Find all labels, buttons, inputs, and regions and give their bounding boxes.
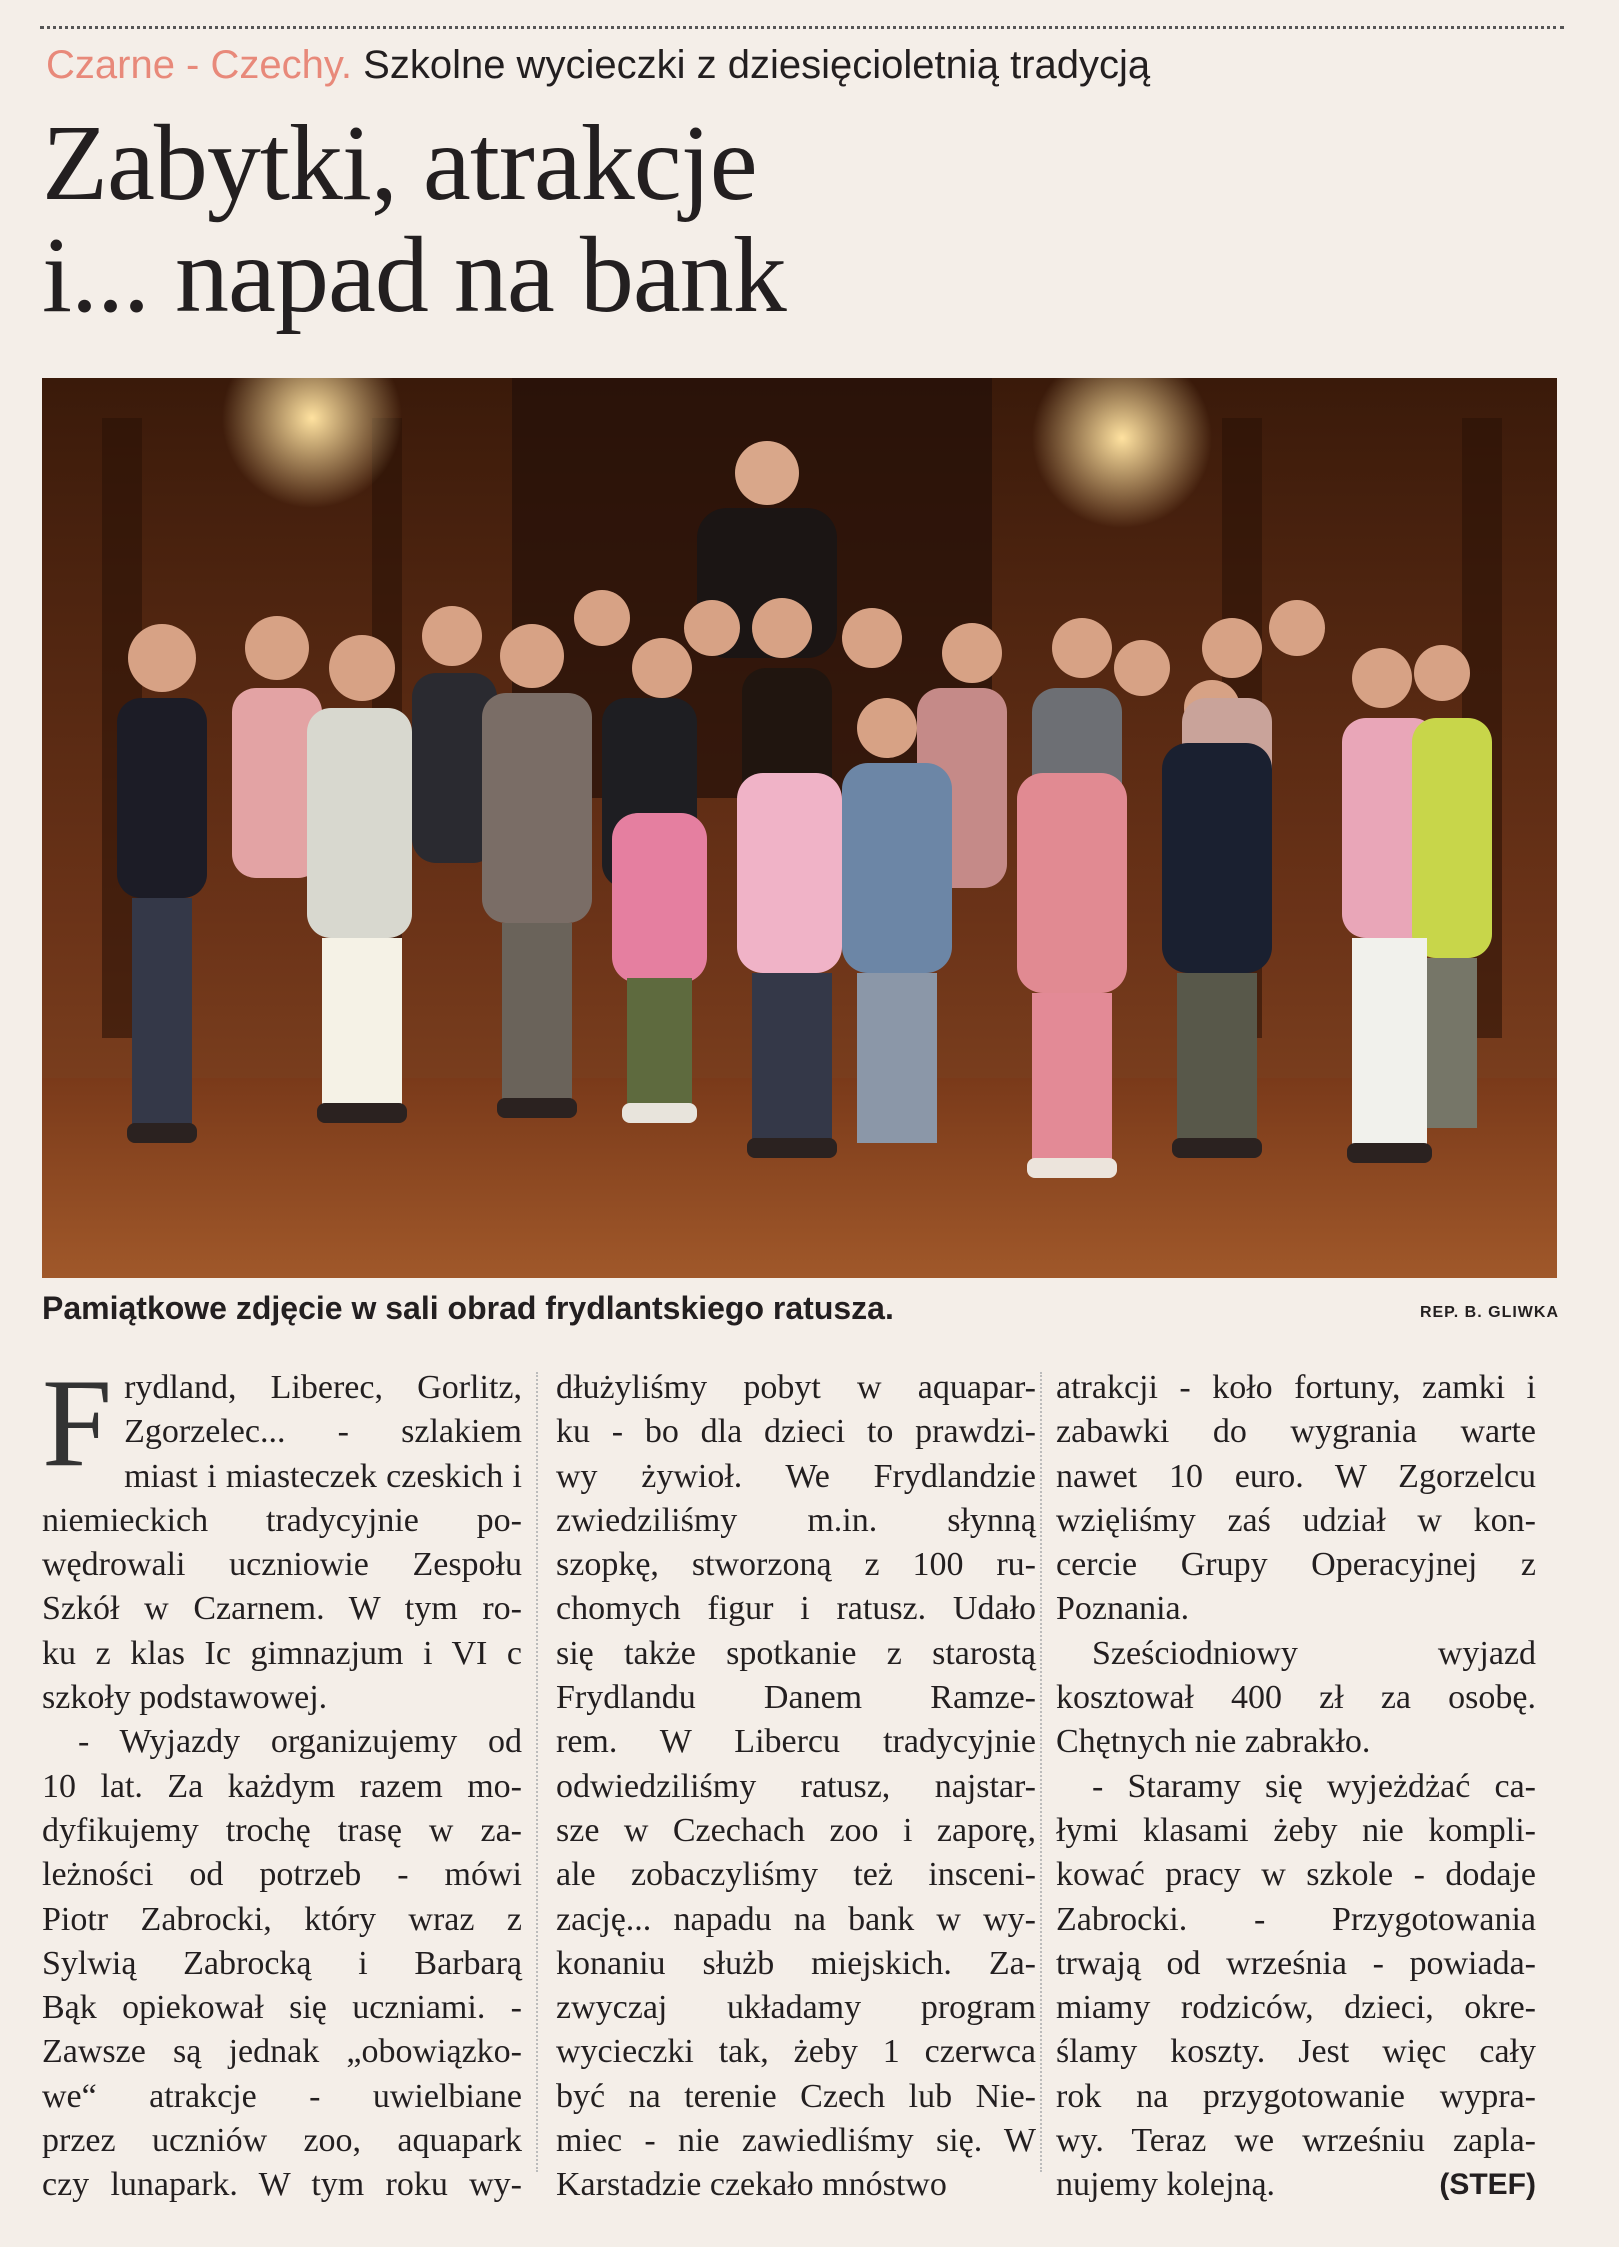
article-line: miast i miasteczek czeskich i bbox=[124, 1457, 522, 1495]
article-line: zwyczaj układamy program bbox=[556, 1989, 1036, 2027]
article-line: rydland, Liberec, Gorlitz, bbox=[124, 1369, 522, 1406]
article-line: wzięliśmy zaś udział w kon- bbox=[1056, 1501, 1536, 1539]
article-line: - Staramy się wyjeżdżać ca- bbox=[1092, 1767, 1536, 1805]
article-column-2 bbox=[556, 1366, 1036, 2208]
article-line: Piotr Zabrocki, który wraz z bbox=[42, 1900, 522, 1938]
article-line: zwiedziliśmy m.in. słynną bbox=[556, 1501, 1036, 1539]
article-line: Frydlandu Danem Ramze- bbox=[556, 1679, 1036, 1717]
article-line: Chętnych nie zabrakło. bbox=[1056, 1723, 1371, 1761]
kicker-place: Czarne - Czechy. bbox=[46, 43, 353, 87]
article-line: Zabrocki. - Przygotowania bbox=[1056, 1900, 1536, 1938]
article-line: rok na przygotowanie wypra- bbox=[1056, 2077, 1536, 2115]
article-line: dyfikujemy trochę trasę w za- bbox=[42, 1811, 522, 1849]
article-line: wy. Teraz we wrześniu zapla- bbox=[1056, 2122, 1536, 2160]
article-line: rem. W Libercu tradycyjnie bbox=[556, 1723, 1036, 1761]
column-divider bbox=[1040, 1372, 1042, 2172]
author-signoff: (STEF) bbox=[1439, 2168, 1536, 2202]
photo-caption: Pamiątkowe zdjęcie w sali obrad frydlantskiego ratusza. bbox=[42, 1290, 894, 1326]
article-final-line bbox=[1056, 2163, 1536, 2207]
article-line: konaniu służb miejskich. Za- bbox=[556, 1944, 1036, 1982]
article-line: ku z klas Ic gimnazjum i VI c bbox=[42, 1634, 522, 1672]
article-line: leżności od potrzeb - mówi bbox=[42, 1856, 522, 1894]
article-line: Karstadzie czekało mnóstwo bbox=[556, 2166, 947, 2204]
top-dotted-rule bbox=[40, 26, 1564, 29]
kicker-subtitle: Szkolne wycieczki z dziesięcioletnią tradycją bbox=[363, 43, 1151, 87]
article-line: się także spotkanie z starostą bbox=[556, 1634, 1036, 1672]
headline-line-1: Zabytki, atrakcje bbox=[42, 104, 757, 223]
article-line: we“ atrakcje - uwielbiane bbox=[42, 2077, 522, 2115]
article-line: trwają od września - powiada- bbox=[1056, 1944, 1536, 1982]
headline bbox=[42, 104, 1142, 335]
article-line: wy żywioł. We Frydlandzie bbox=[556, 1457, 1036, 1495]
article-line: Sylwią Zabrocką i Barbarą bbox=[42, 1944, 522, 1982]
article-line: kować pracy w szkole - dodaje bbox=[1056, 1856, 1536, 1894]
article-line: szopkę, stworzoną z 100 ru- bbox=[556, 1546, 1036, 1584]
drop-cap: F bbox=[42, 1354, 113, 1493]
article-line: być na terenie Czech lub Nie- bbox=[556, 2077, 1036, 2115]
article-line: Poznania. bbox=[1056, 1590, 1190, 1628]
article-line: dłużyliśmy pobyt w aquapar- bbox=[556, 1369, 1036, 1406]
article-line: miec - nie zawiedliśmy się. W bbox=[556, 2122, 1036, 2160]
article-line: Zawsze są jednak „obowiązko- bbox=[42, 2033, 522, 2071]
article-line: czy lunapark. W tym roku wy- bbox=[42, 2166, 522, 2204]
article-line: nujemy kolejną. bbox=[1056, 2166, 1276, 2204]
article-column-1 bbox=[42, 1354, 522, 2208]
article-line: wycieczki tak, żeby 1 czerwca bbox=[556, 2033, 1036, 2071]
kicker bbox=[46, 40, 1150, 90]
article-line: odwiedziliśmy ratusz, najstar- bbox=[556, 1767, 1036, 1805]
column-divider bbox=[536, 1372, 538, 2172]
article-line: Zgorzelec... - szlakiem bbox=[124, 1413, 522, 1451]
article-column-3 bbox=[1056, 1366, 1536, 2208]
article-line: atrakcji - koło fortuny, zamki i bbox=[1056, 1369, 1536, 1406]
article-line: cercie Grupy Operacyjnej z bbox=[1056, 1546, 1536, 1584]
article-line: niemieckich tradycyjnie po- bbox=[42, 1501, 522, 1539]
article-line: zację... napadu na bank w wy- bbox=[556, 1900, 1036, 1938]
article-line: ale zobaczyliśmy też insceni- bbox=[556, 1856, 1036, 1894]
headline-line-2: i... napad na bank bbox=[42, 216, 786, 335]
article-line: - Wyjazdy organizujemy od bbox=[78, 1723, 522, 1761]
article-line: zabawki do wygrania warte bbox=[1056, 1413, 1536, 1451]
article-line: Szkół w Czarnem. W tym ro- bbox=[42, 1590, 522, 1628]
article-line: przez uczniów zoo, aquapark bbox=[42, 2122, 522, 2160]
article-line: Bąk opiekował się uczniami. - bbox=[42, 1989, 522, 2027]
article-line: kosztował 400 zł za osobę. bbox=[1056, 1679, 1536, 1717]
group-photo-illustration bbox=[42, 378, 1557, 1278]
article-line: chomych figur i ratusz. Udało bbox=[556, 1590, 1036, 1628]
article-line: ku - bo dla dzieci to prawdzi- bbox=[556, 1413, 1036, 1451]
group-photo bbox=[42, 378, 1557, 1278]
article-line: ślamy koszty. Jest więc cały bbox=[1056, 2033, 1536, 2071]
article-line: nawet 10 euro. W Zgorzelcu bbox=[1056, 1457, 1536, 1495]
article-line: miamy rodziców, dzieci, okre- bbox=[1056, 1989, 1536, 2027]
article-line: 10 lat. Za każdym razem mo- bbox=[42, 1767, 522, 1805]
article-line: sze w Czechach zoo i zaporę, bbox=[556, 1811, 1036, 1849]
photo-credit: REP. B. GLIWKA bbox=[1419, 1304, 1559, 1321]
article-line: łymi klasami żeby nie kompli- bbox=[1056, 1811, 1536, 1849]
article-line: Sześciodniowy wyjazd bbox=[1092, 1634, 1536, 1672]
article-line: wędrowali uczniowie Zespołu bbox=[42, 1546, 522, 1584]
article-line: szkoły podstawowej. bbox=[42, 1679, 328, 1717]
